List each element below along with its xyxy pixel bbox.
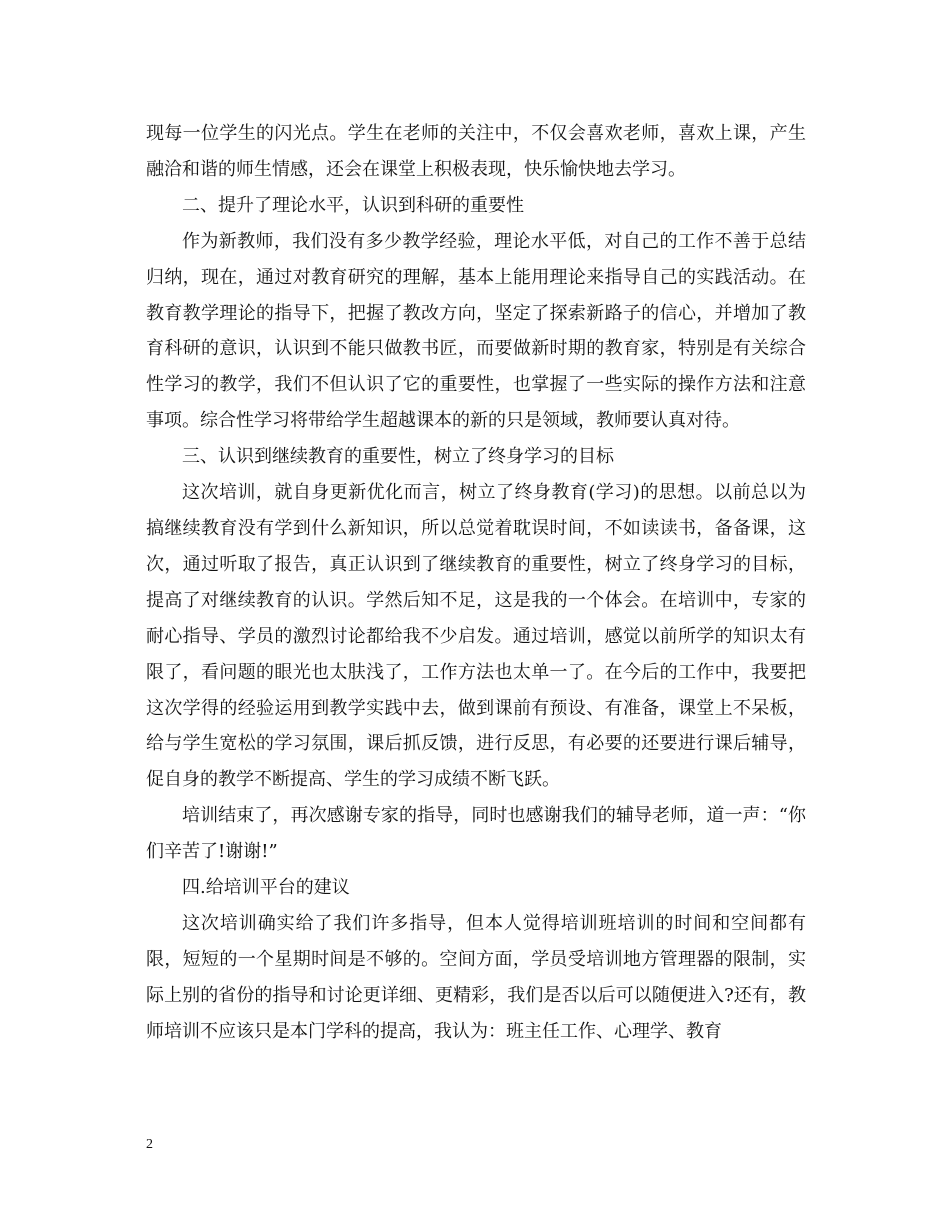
paragraph-8: 这次培训确实给了我们许多指导，但本人觉得培训班培训的时间和空间都有限，短短的一个星期时间是不够的。空间方面，学员受培训地方管理器的限制，实际上别的省份的指导和讨论更详细、更精彩，我们是否以后可以随便进入?还有，教师培训不应该只是本门学科的提高，我认为：班主任工作、心理学、教育	[146, 912, 806, 1042]
section-heading-2: 二、提升了理论水平，认识到科研的重要性	[182, 194, 524, 216]
paragraph-3: 作为新教师，我们没有多少教学经验，理论水平低，对自己的工作不善于总结归纳，现在，通过对教育研究的理解，基本上能用理论来指导自己的实践活动。在教育教学理论的指导下，把握了教改方向，坚定了探索新路子的信心，并增加了教育科研的意识，认识到不能只做教书匠，而要做新时期的教育家，特别是有关综合性学习的教学，我们不但认识了它的重要性，也掌握了一些实际的操作方法和注意事项。综合性学习将带给学生超越课本的新的只是领域，教师要认真对待。	[146, 230, 806, 432]
paragraph-1: 现每一位学生的闪光点。学生在老师的关注中，不仅会喜欢老师，喜欢上课，产生融洽和谐的师生情感，还会在课堂上积极表现，快乐愉快地去学习。	[146, 123, 806, 180]
section-heading-4: 四.给培训平台的建议	[182, 877, 350, 899]
paragraph-5: 这次培训，就自身更新优化而言，树立了终身教育(学习)的思想。以前总以为搞继续教育没有学到什么新知识，所以总觉着耽误时间，不如读读书，备备课，这次，通过听取了报告，真正认识到了继续教育的重要性，树立了终身学习的目标，提高了对继续教育的认识。学然后知不足，这是我的一个体会。在培训中，专家的耐心指导、学员的激烈讨论都给我不少启发。通过培训，感觉以前所学的知识太有限了，看问题的眼光也太肤浅了，工作方法也太单一了。在今后的工作中，我要把这次学得的经验运用到教学实践中去，做到课前有预设、有准备，课堂上不呆板，给与学生宽松的学习氛围，课后抓反馈，进行反思，有必要的还要进行课后辅导，促自身的教学不断提高、学生的学习成绩不断飞跃。	[146, 482, 806, 791]
paragraph-6: 培训结束了，再次感谢专家的指导，同时也感谢我们的辅导老师，道一声：“你们辛苦了!谢谢!”	[146, 805, 806, 863]
page-number: 2	[146, 1137, 153, 1152]
section-heading-3: 三、认识到继续教育的重要性，树立了终身学习的目标	[182, 446, 614, 468]
document-body	[146, 116, 806, 1050]
